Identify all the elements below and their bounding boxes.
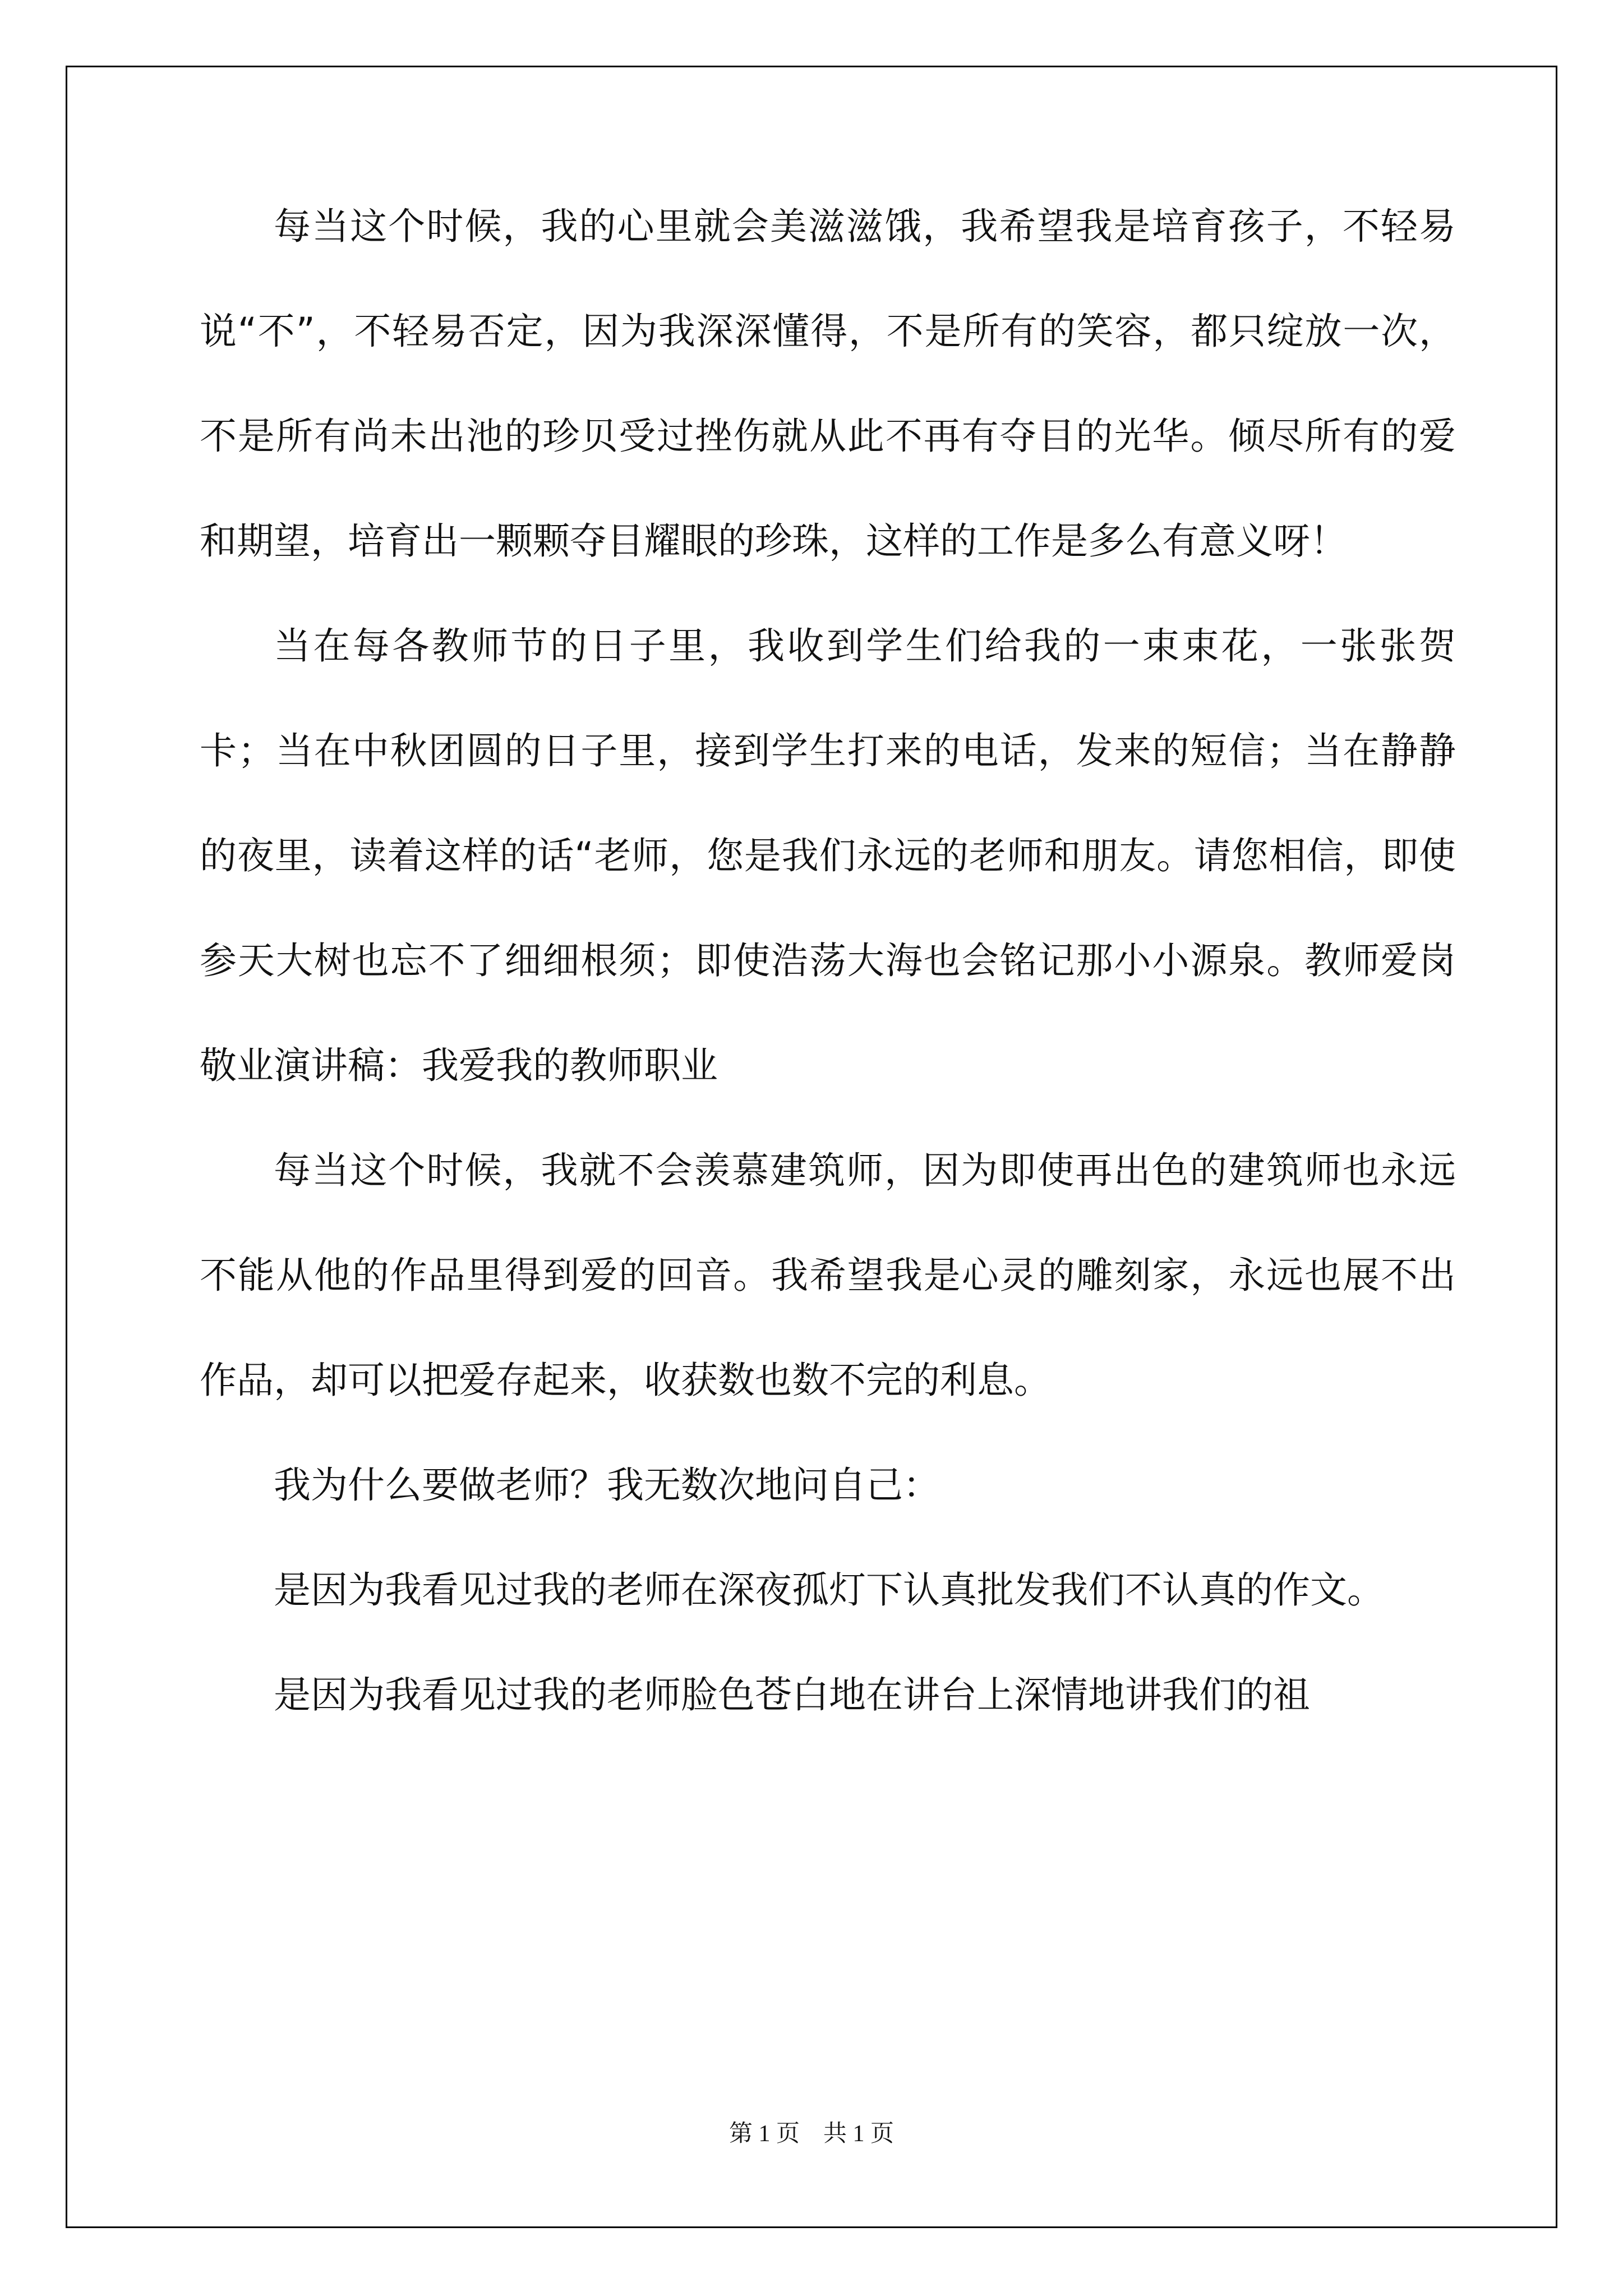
document-body: [200, 174, 1456, 1747]
paragraph: 我为什么要做老师？我无数次地问自己：: [274, 1464, 940, 1507]
paragraph: 每当这个时候，我的心里就会美滋滋饿，我希望我是培育孩子，不轻易说“不”，不轻易否定，因为我深深懂得，不是所有的笑容，都只绽放一次，不是所有尚未出池的珍贝受过挫伤就从此不再有夺目的光华。倾尽所有的爱和期望，培育出一颗颗夺目耀眼的珍珠，这样的工作是多么有意义呀！: [200, 205, 1456, 563]
paragraph: 当在每各教师节的日子里，我收到学生们给我的一束束花，一张张贺卡；当在中秋团圆的日子里，接到学生打来的电话，发来的短信；当在静静的夜里，读着这样的话“老师，您是我们永远的老师和朋友。请您相信，即使参天大树也忘不了细细根须；即使浩荡大海也会铭记那小小源泉。教师爱岗敬业演讲稿：我爱我的教师职业: [200, 624, 1456, 1087]
page-footer: [0, 2115, 1623, 2148]
paragraph: 是因为我看见过我的老师在深夜孤灯下认真批发我们不认真的作文。: [274, 1568, 1384, 1612]
paragraph: 是因为我看见过我的老师脸色苍白地在讲台上深情地讲我们的祖: [274, 1673, 1310, 1717]
page-number-label: 第 1 页 共 1 页: [728, 2121, 894, 2147]
paragraph: 每当这个时候，我就不会羡慕建筑师，因为即使再出色的建筑师也永远不能从他的作品里得到爱的回音。我希望我是心灵的雕刻家，永远也展不出作品，却可以把爱存起来，收获数也数不完的利息。: [200, 1149, 1456, 1402]
